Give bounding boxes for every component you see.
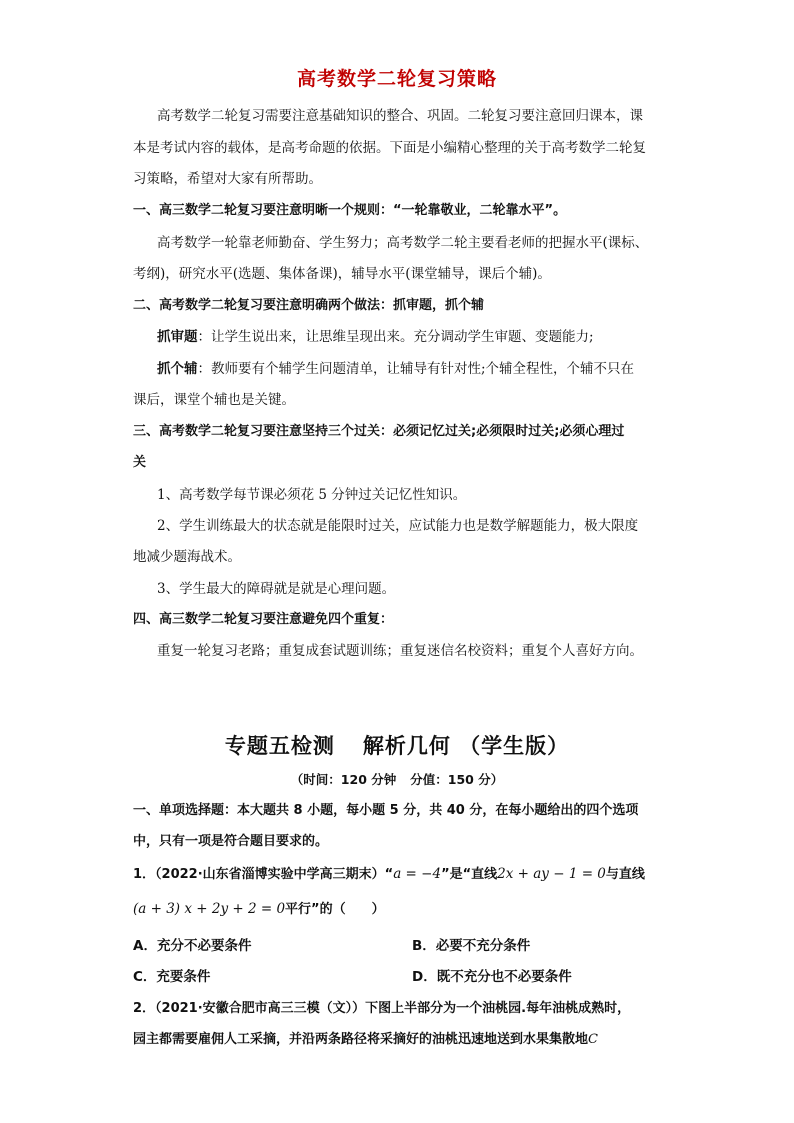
question-1-line-eq-2: (a + 3) x + 2y + 2 = 0 xyxy=(133,901,286,917)
exam-score: 分值：150 分） xyxy=(410,772,504,787)
section-instructions-line-1: 一、单项选择题：本大题共 8 小题，每小题 5 分，共 40 分，在每小题给出的四个选项 xyxy=(133,803,639,818)
question-2-text: 园主都需要雇佣人工采摘，并沿两条路径将采摘好的油桃迅速地送到水果集散地 xyxy=(133,1032,589,1047)
section-instructions-line-2: 中，只有一项是符合题目要求的。 xyxy=(133,834,329,849)
section-3-heading-line-2: 关 xyxy=(133,455,147,470)
section-4-para: 重复一轮复习老路；重复成套试题训练；重复迷信名校资料；重复个人喜好方向。 xyxy=(157,643,643,659)
section-2-para-2-label: 抓个辅 xyxy=(157,361,198,377)
section-3-item-2-line-2: 地减少题海战术。 xyxy=(133,549,241,565)
section-2-para-2-line-2: 课后，课堂个辅也是关键。 xyxy=(133,392,295,408)
question-1-after: 与直线 xyxy=(605,867,645,882)
question-1-condition: a = −4 xyxy=(393,866,442,882)
exam-title-topic: 专题五检测 xyxy=(224,734,335,758)
exam-title xyxy=(0,730,794,760)
section-2-para-1 xyxy=(157,327,594,347)
question-2-line-2 xyxy=(133,1030,598,1050)
section-1-heading: 一、高三数学二轮复习要注意明晰一个规则：“一轮靠敬业，二轮靠水平”。 xyxy=(133,203,567,218)
question-2-line-1: 2．（2021·安徽合肥市高三三模（文））下图上半部分为一个油桃园.每年油桃成熟时， xyxy=(133,1001,631,1016)
section-2-para-2 xyxy=(157,359,634,379)
section-4-heading: 四、高三数学二轮复习要注意避免四个重复： xyxy=(133,612,394,627)
section-1-para-line-2: 考纲)，研究水平(选题、集体备课)，辅导水平(课堂辅导，课后个辅)。 xyxy=(133,266,551,282)
question-1-option-a: A．充分不必要条件 xyxy=(133,938,252,954)
intro-line-3: 习策略，希望对大家有所帮助。 xyxy=(133,171,322,187)
exam-time: （时间：120 分钟 xyxy=(290,772,397,787)
question-1-source: 1．（2022·山东省淄博实验中学高三期末）“ xyxy=(133,867,394,882)
section-2-para-2-text: ：教师要有个辅学生问题清单，让辅导有针对性;个辅全程性，个辅不只在 xyxy=(197,361,635,377)
question-1-line-1 xyxy=(133,864,645,885)
section-2-para-1-text: ：让学生说出来，让思维呈现出来。充分调动学生审题、变题能力; xyxy=(197,329,594,345)
intro-line-1: 高考数学二轮复习需要注意基础知识的整合、巩固。二轮复习要注意回归课本，课 xyxy=(157,108,643,124)
section-3-item-1: 1、高考数学每节课必须花 5 分钟过关记忆性知识。 xyxy=(157,487,467,503)
question-1-end: 平行”的（ ） xyxy=(285,902,385,917)
question-2-var: C xyxy=(588,1032,598,1047)
article-title: 高考数学二轮复习策略 xyxy=(296,68,497,90)
question-1-option-d: D．既不充分也不必要条件 xyxy=(412,969,572,985)
section-2-heading: 二、高考数学二轮复习要注意明确两个做法：抓审题，抓个辅 xyxy=(133,298,485,313)
section-3-heading-line-1: 三、高考数学二轮复习要注意坚持三个过关：必须记忆过关;必须限时过关;必须心理过 xyxy=(133,424,625,439)
exam-time-score xyxy=(0,770,794,788)
intro-line-2: 本是考试内容的载体，是高考命题的依据。下面是小编精心整理的关于高考数学二轮复 xyxy=(133,140,646,156)
question-1-line-eq-1: 2x + ay − 1 = 0 xyxy=(497,866,606,882)
question-1-mid: ”是“直线 xyxy=(441,867,498,882)
section-3-item-3: 3、学生最大的障碍就是就是心理问题。 xyxy=(157,581,396,597)
question-1-option-c: C．充要条件 xyxy=(133,969,211,985)
section-1-para-line-1: 高考数学一轮靠老师勤奋、学生努力；高考数学二轮主要看老师的把握水平(课标、 xyxy=(157,235,649,251)
question-1-option-b: B．必要不充分条件 xyxy=(412,938,531,954)
section-2-para-1-label: 抓审题 xyxy=(157,329,198,345)
question-1-line-2 xyxy=(133,899,385,920)
exam-title-subject: 解析几何 （学生版） xyxy=(362,734,570,758)
section-3-item-2-line-1: 2、学生训练最大的状态就是能限时过关，应试能力也是数学解题能力，极大限度 xyxy=(157,518,639,534)
